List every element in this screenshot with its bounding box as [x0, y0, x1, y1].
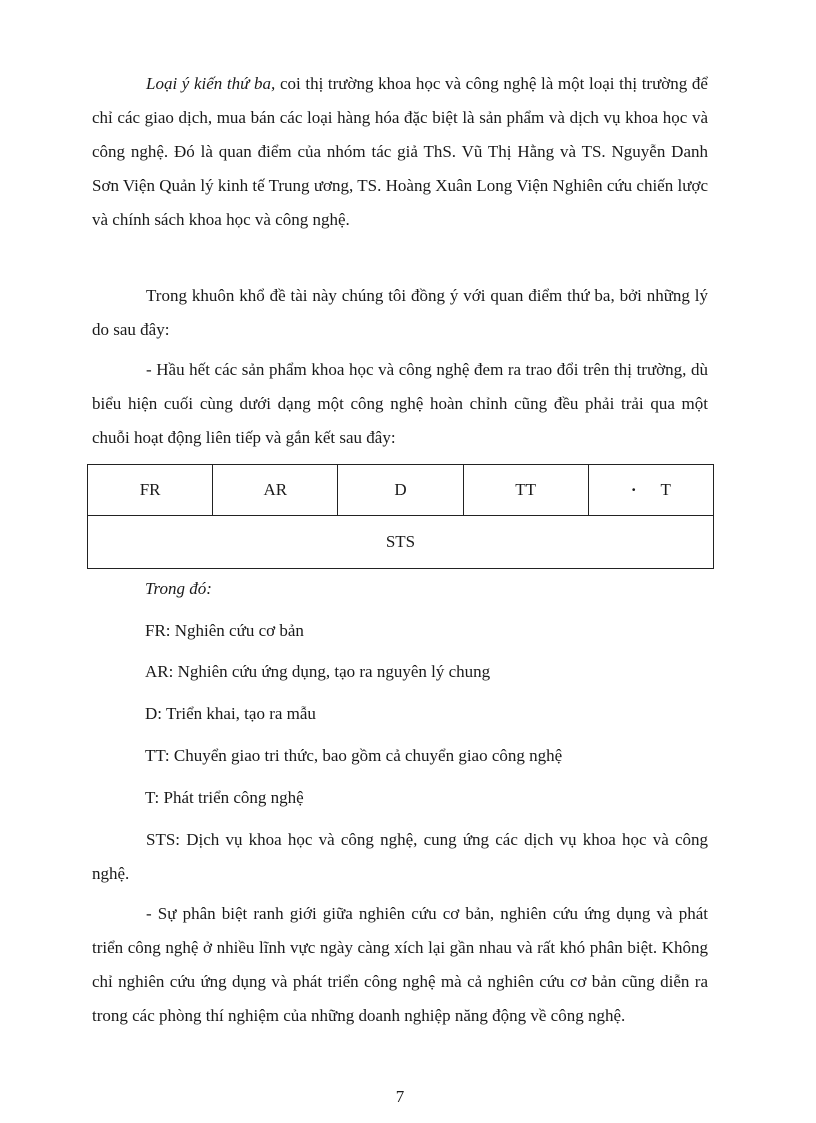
step-cell-t [588, 465, 713, 516]
legend-heading: Trong đó: [145, 579, 212, 598]
paragraph-agreement: Trong khuôn khổ đề tài này chúng tôi đồng ý với quan điểm thứ ba, bởi những lý do sau đây: [92, 286, 708, 339]
legend-item-sts: STS: Dịch vụ khoa học và công nghệ, cung ứng các dịch vụ khoa học và công nghệ. [92, 830, 708, 883]
step-label-t: T [660, 480, 671, 499]
legend-item-tt: TT: Chuyển giao tri thức, bao gồm cả chuyển giao công nghệ [145, 746, 563, 765]
sts-cell: STS [88, 516, 714, 569]
legend-item-ar: AR: Nghiên cứu ứng dụng, tạo ra nguyên lý chung [145, 662, 491, 681]
paragraph-reason-2: - Sự phân biệt ranh giới giữa nghiên cứu cơ bản, nghiên cứu ứng dụng và phát triển công nghệ ở nhiều lĩnh vực ngày càng xích lại gần nhau và rất khó phân biệt. Không chỉ nghiên cứu ứng dụng và phát triển công nghệ mà cả nghiên cứu cơ bản cũng diễn ra trong các phòng thí nghiệm của những doanh nghiệp năng động về công nghệ. [92, 904, 708, 1025]
paragraph-third-opinion [92, 67, 708, 237]
step-cell-tt: TT [463, 465, 588, 516]
services-row [88, 516, 714, 569]
stray-dot: · [630, 480, 637, 499]
paragraph-text: coi thị trường khoa học và công nghệ là một loại thị trường để chỉ các giao dịch, mua bán các loại hàng hóa đặc biệt là sản phẩm và dịch vụ khoa học và công nghệ. Đó là quan điểm của nhóm tác giả ThS. Vũ Thị Hằng và TS. Nguyễn Danh Sơn Viện Quản lý kinh tế Trung ương, TS. Hoàng Xuân Long Viện Nghiên cứu chiến lược và chính sách khoa học và công nghệ. [92, 74, 708, 229]
activity-chain-row [88, 465, 714, 516]
step-cell-d: D [338, 465, 463, 516]
step-cell-fr: FR [88, 465, 213, 516]
paragraph-lead-italic: Loại ý kiến thứ ba, [146, 74, 276, 93]
page-number: 7 [395, 1087, 405, 1106]
activity-chain-table [87, 464, 714, 569]
legend-item-t: T: Phát triển công nghệ [145, 788, 304, 807]
paragraph-reason-1: - Hầu hết các sản phẩm khoa học và công nghệ đem ra trao đổi trên thị trường, dù biểu hiện cuối cùng dưới dạng một công nghệ hoàn chỉnh cũng đều phải trải qua một chuỗi hoạt động liên tiếp và gắn kết sau đây: [92, 360, 708, 447]
legend-item-fr: FR: Nghiên cứu cơ bản [145, 621, 304, 640]
legend-item-d: D: Triển khai, tạo ra mẫu [145, 704, 316, 723]
step-cell-ar: AR [213, 465, 338, 516]
